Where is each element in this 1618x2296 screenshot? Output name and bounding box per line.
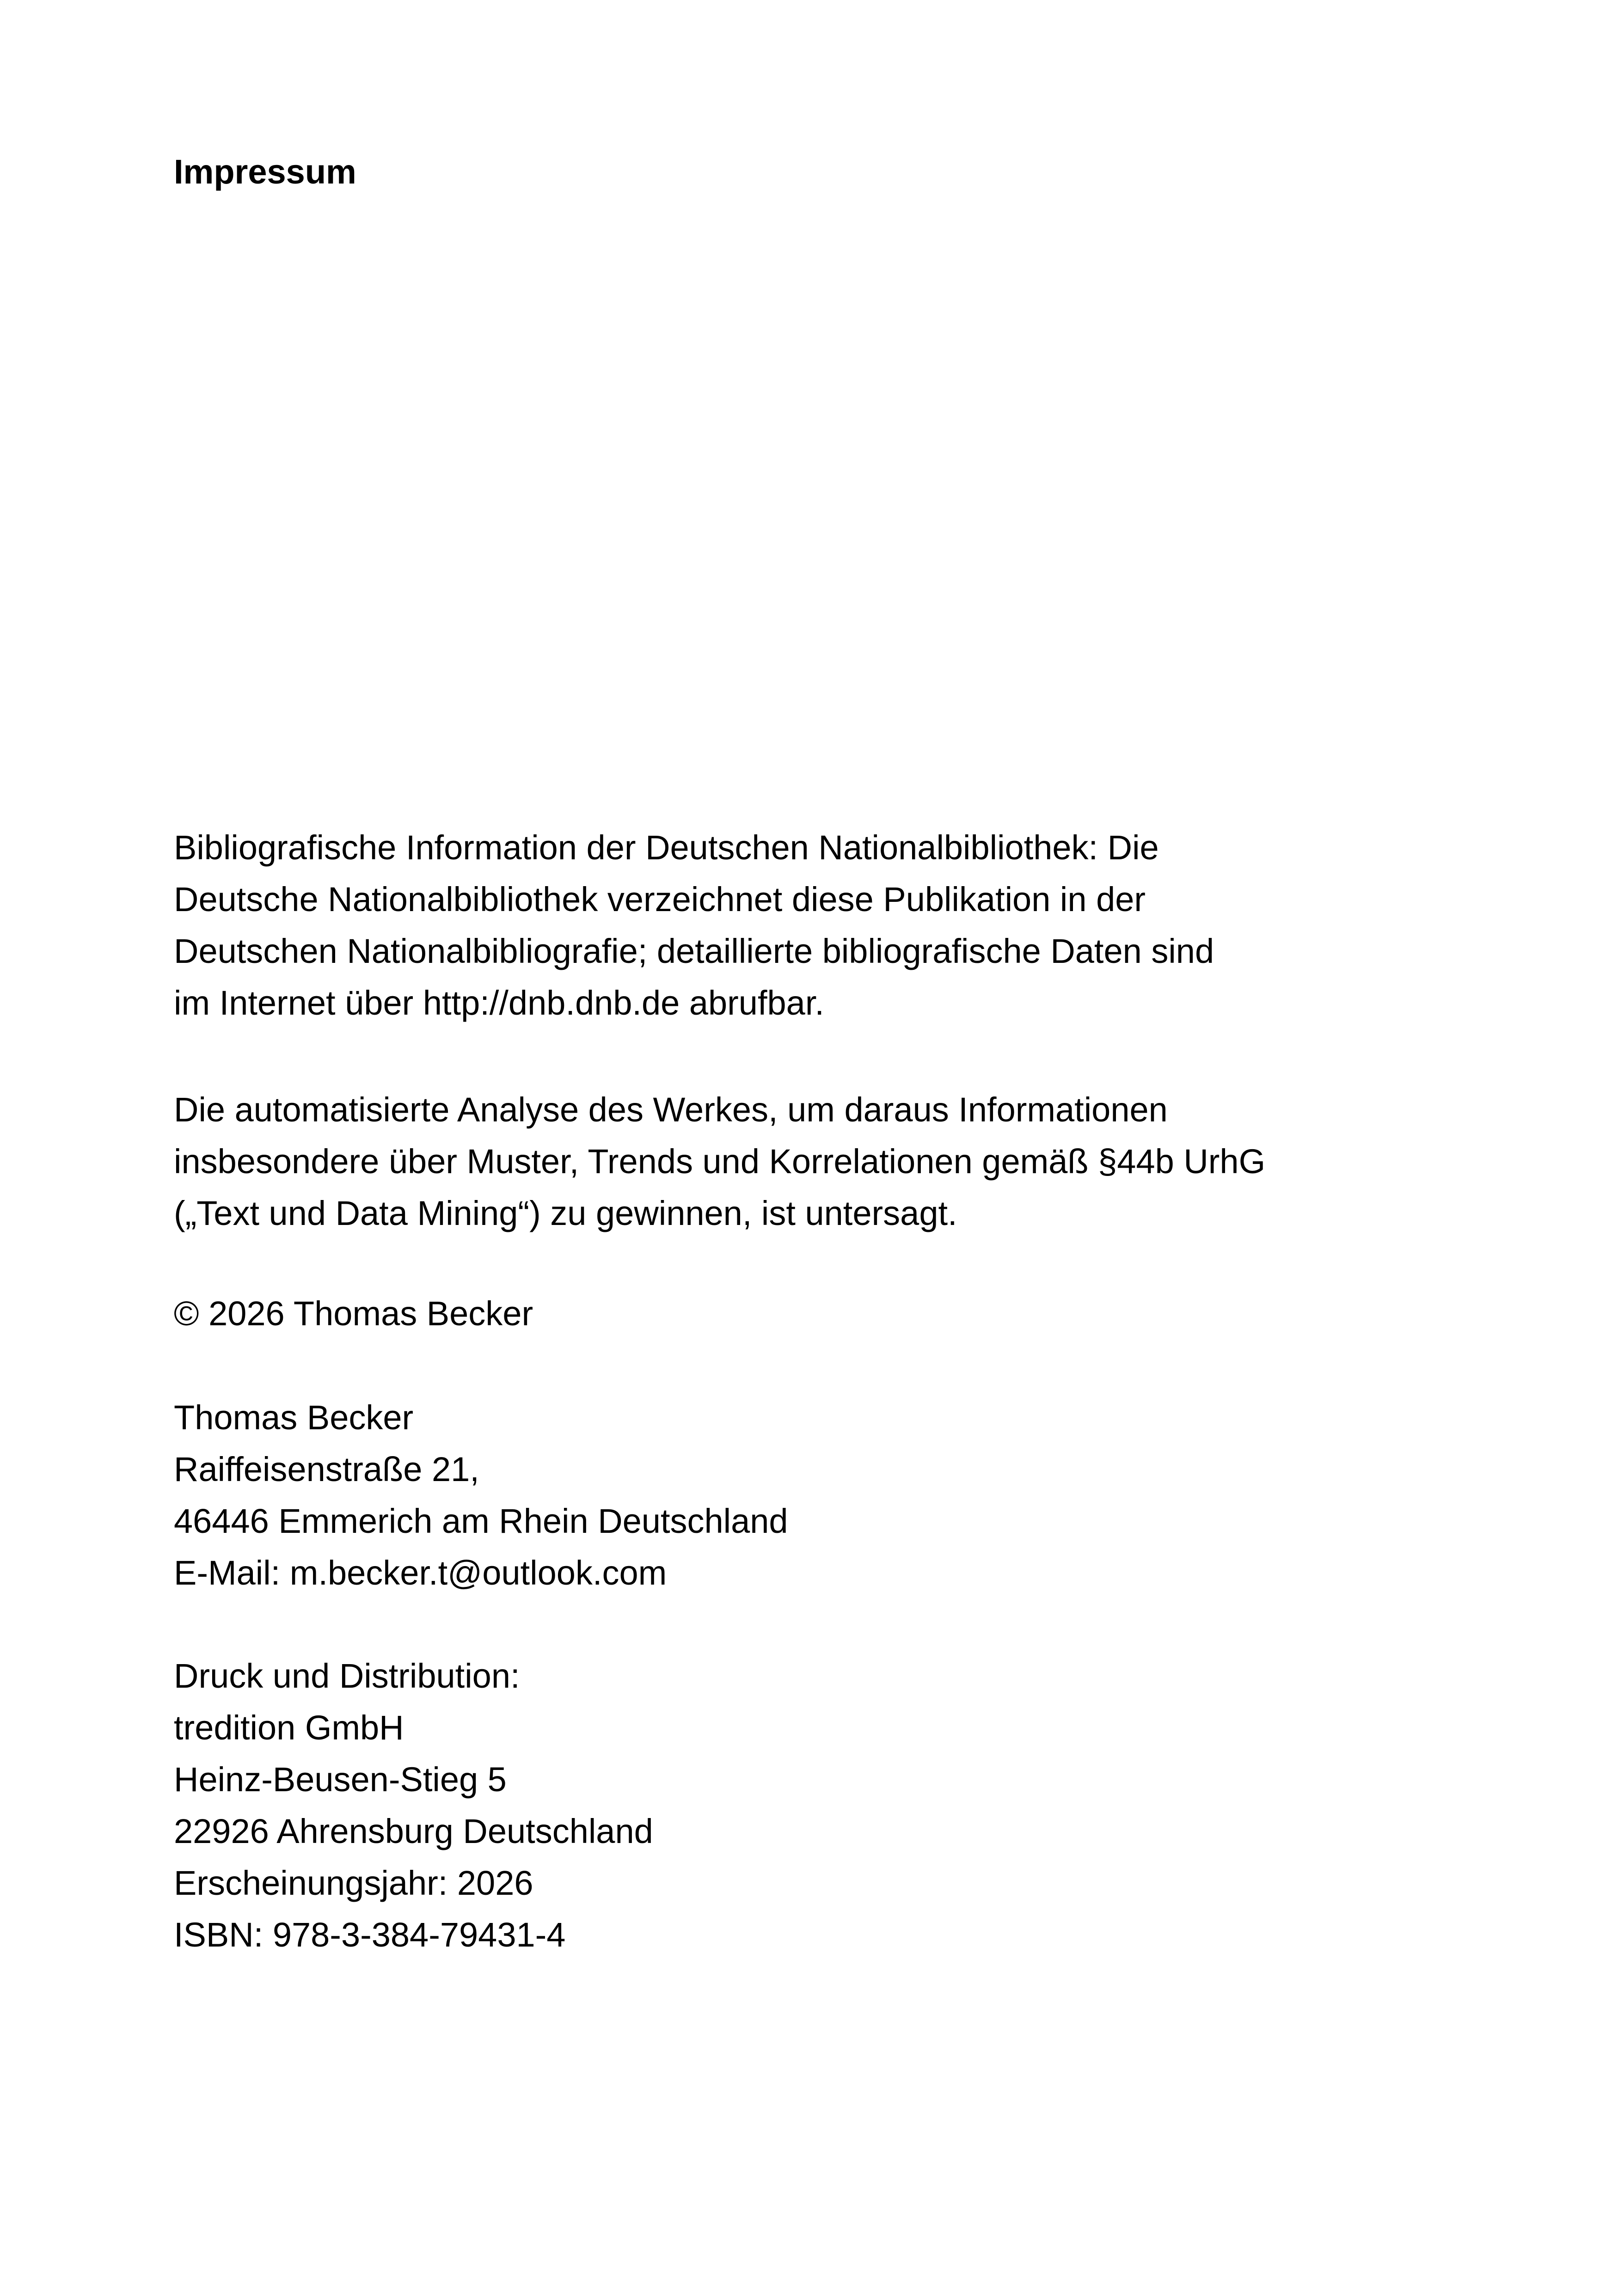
copyright-line: © 2026 Thomas Becker <box>174 1294 533 1333</box>
bibliographic-line: im Internet über http://dnb.dnb.de abrufbar. <box>174 984 824 1022</box>
author-email: E-Mail: m.becker.t@outlook.com <box>174 1554 667 1592</box>
publication-year: Erscheinungsjahr: 2026 <box>174 1864 533 1902</box>
author-name: Thomas Becker <box>174 1398 414 1437</box>
tdm-line: („Text und Data Mining“) zu gewinnen, ist untersagt. <box>174 1194 957 1232</box>
print-city: 22926 Ahrensburg Deutschland <box>174 1812 653 1850</box>
tdm-line: Die automatisierte Analyse des Werkes, um daraus Informationen <box>174 1090 1168 1129</box>
text-data-mining-notice <box>174 1084 1468 1239</box>
print-label: Druck und Distribution: <box>174 1657 520 1695</box>
isbn: ISBN: 978-3-384-79431-4 <box>174 1916 566 1954</box>
tdm-line: insbesondere über Muster, Trends und Korrelationen gemäß §44b UrhG <box>174 1142 1266 1181</box>
print-distribution <box>174 1650 1468 1961</box>
copyright-notice <box>174 1288 1468 1340</box>
author-city: 46446 Emmerich am Rhein Deutschland <box>174 1502 788 1540</box>
bibliographic-line: Bibliografische Information der Deutschen Nationalbibliothek: Die <box>174 828 1159 867</box>
author-street: Raiffeisenstraße 21, <box>174 1450 479 1488</box>
bibliographic-line: Deutsche Nationalbibliothek verzeichnet diese Publikation in der <box>174 880 1146 918</box>
bibliographic-information <box>174 822 1468 1029</box>
page-title: Impressum <box>174 153 356 191</box>
author-contact <box>174 1392 1468 1599</box>
bibliographic-line: Deutschen Nationalbibliografie; detaillierte bibliografische Daten sind <box>174 932 1214 970</box>
print-street: Heinz-Beusen-Stieg 5 <box>174 1760 507 1799</box>
print-company: tredition GmbH <box>174 1708 404 1747</box>
